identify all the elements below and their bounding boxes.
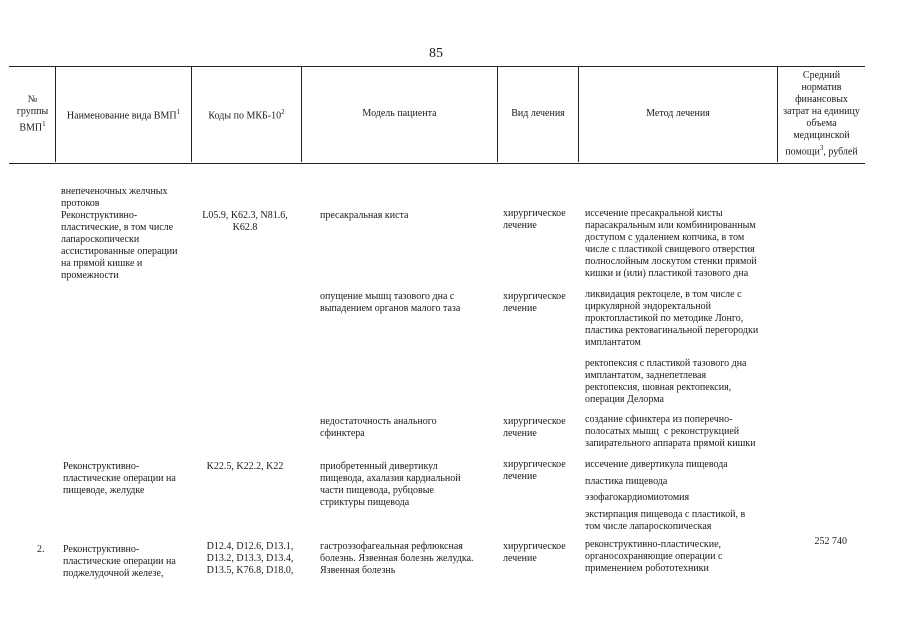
method-cardiomyotomy: эзофагокардиомиотомия (585, 492, 690, 503)
group-number: 2. (37, 544, 45, 555)
method-robotic: реконструктивно-пластические, органосохраняющие операции с применением робототехники (585, 539, 723, 574)
header-cost: Средний норматив финансовых затрат на единицу объема медицинской помощи$^3$, рублей (783, 69, 860, 158)
method-diverticulum: иссечение дивертикула пищевода (585, 459, 728, 470)
method-presacral-cyst: иссечение пресакральной кисты парасакральным или комбинированным доступом с удалением копчика, в том числе с пластикой свищевого отверстия полнослойным лоскутом стенки прямой кишки и (или) пластикой тазового дна (585, 208, 757, 279)
model-esophagus: приобретенный дивертикул пищевода, ахалазия кардиальной части пищевода, рубцовые стриктуры пищевода (320, 461, 461, 508)
method-rectopexy: ректопексия с пластикой тазового дна имплантатом, заднепетлевая ректопексия, шовная ректопексия, операция Делорма (585, 358, 747, 405)
name-continuation: внепеченочных желчных протоков (61, 186, 168, 209)
treatment-type: хирургическое лечение (503, 208, 566, 231)
method-sphincter: создание сфинктера из поперечно- полосатых мышц с реконструкцией запирательного аппарата прямой кишки (585, 414, 756, 449)
header-model: Модель пациента (362, 108, 437, 119)
codes-rectum: L05.9, K62.3, N81.6, K62.8 (202, 210, 288, 233)
method-esophagoplasty: пластика пищевода (585, 476, 668, 487)
codes-esophagus: K22.5, K22.2, K22 (206, 461, 284, 472)
method-esophagus-extirpation: экстирпация пищевода с пластикой, в том числе лапароскопическая (585, 509, 746, 532)
header-codes: Коды по МКБ-$10^2$ (208, 107, 285, 122)
name-pancreas-surgery: Реконструктивно- пластические операции на поджелудочной железе, (63, 544, 176, 579)
treatment-type: хирургическое лечение (503, 459, 566, 482)
model-presacral-cyst: пресакральная киста (320, 210, 409, 221)
header-group-no: № группы ВМП$^1$ (16, 93, 49, 134)
page-number: 85 (429, 46, 443, 61)
header-treatment-type: Вид лечения (511, 108, 565, 119)
model-anal-sphincter: недостаточность анального сфинктера (320, 416, 437, 439)
treatment-type: хирургическое лечение (503, 291, 566, 314)
treatment-type: хирургическое лечение (503, 416, 566, 439)
name-rectum-surgery: Реконструктивно- пластические, в том числе лапароскопически ассистированные операции на прямой кишке и промежности (61, 210, 178, 281)
cost-value: 252 740 (814, 536, 847, 547)
name-esophagus-surgery: Реконструктивно- пластические операции на пищеводе, желудке (63, 461, 176, 496)
model-gerd: гастроэзофагеальная рефлюксная болезнь. Язвенная болезнь желудка. Язвенная болезнь (320, 541, 474, 576)
model-pelvic-floor: опущение мышц тазового дна с выпадением органов малого таза (320, 291, 461, 314)
header-name: Наименование вида ВМП$^1$ (66, 107, 181, 122)
codes-pancreas: D12.4, D12.6, D13.1, D13.2, D13.3, D13.4, D13.5, K76.8, D18.0, (206, 541, 294, 576)
treatment-type: хирургическое лечение (503, 541, 566, 564)
method-rectocele: ликвидация ректоцеле, в том числе с циркулярной эндоректальной проктопластикой по методике Лонго, пластика ректовагинальной перегородки имплантатом (585, 289, 759, 348)
header-method: Метод лечения (646, 108, 710, 119)
